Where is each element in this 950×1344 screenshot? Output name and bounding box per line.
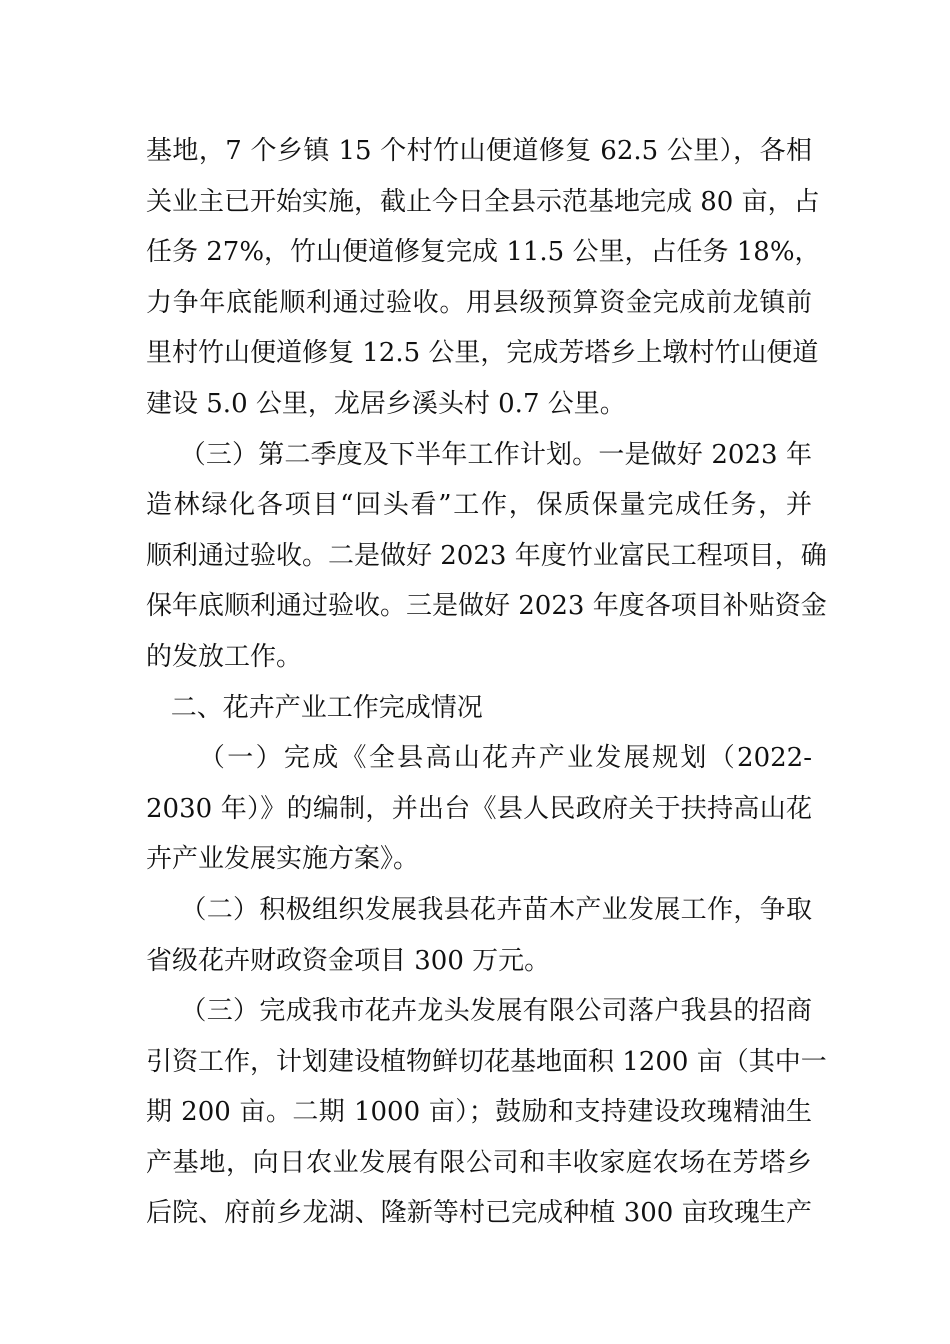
document-body — [146, 126, 827, 1239]
text-line: 省级花卉财政资金项目 300 万元。 — [146, 945, 551, 976]
text-line: 的发放工作。 — [146, 641, 303, 672]
text-line: 顺利通过验收。二是做好 2023 年度竹业富民工程项目，确 — [146, 540, 827, 571]
text-line: 后院、府前乡龙湖、隆新等村已完成种植 300 亩玫瑰生产 — [146, 1198, 812, 1229]
text-line: 期 200 亩。二期 1000 亩）；鼓励和支持建设玫瑰精油生 — [146, 1097, 812, 1128]
text-line: 基地，7 个乡镇 15 个村竹山便道修复 62.5 公里），各相 — [146, 136, 812, 166]
text-line: （三）第二季度及下半年工作计划。一是做好 2023 年 — [146, 439, 812, 470]
text-line: 里村竹山便道修复 12.5 公里，完成芳塔乡上墩村竹山便道 — [146, 338, 819, 369]
text-line: 关业主已开始实施，截止今日全县示范基地完成 80 亩，占 — [146, 186, 820, 217]
text-line: 卉产业发展实施方案》。 — [146, 844, 420, 875]
text-line: （一）完成《全县高山花卉产业发展规划（2022- — [146, 743, 812, 774]
text-line: 建设 5.0 公里，龙居乡溪头村 0.7 公里。 — [146, 388, 626, 419]
section-heading: 二、花卉产业工作完成情况 — [146, 692, 483, 723]
text-line: 引资工作，计划建设植物鲜切花基地面积 1200 亩（其中一 — [146, 1046, 827, 1077]
text-line: 力争年底能顺利通过验收。用县级预算资金完成前龙镇前 — [146, 287, 812, 318]
text-line: （三）完成我市花卉龙头发展有限公司落户我县的招商 — [146, 996, 812, 1027]
text-line: 任务 27%，竹山便道修复完成 11.5 公里，占任务 18%， — [146, 237, 821, 268]
text-line: 产基地，向日农业发展有限公司和丰收家庭农场在芳塔乡 — [146, 1147, 812, 1178]
text-line: 造林绿化各项目“回头看”工作，保质保量完成任务，并 — [146, 490, 812, 521]
text-line: 保年底顺利通过验收。三是做好 2023 年度各项目补贴资金 — [146, 591, 827, 622]
text-line: （二）积极组织发展我县花卉苗木产业发展工作，争取 — [146, 894, 812, 925]
text-line: 2030 年）》的编制，并出台《县人民政府关于扶持高山花 — [146, 793, 812, 824]
